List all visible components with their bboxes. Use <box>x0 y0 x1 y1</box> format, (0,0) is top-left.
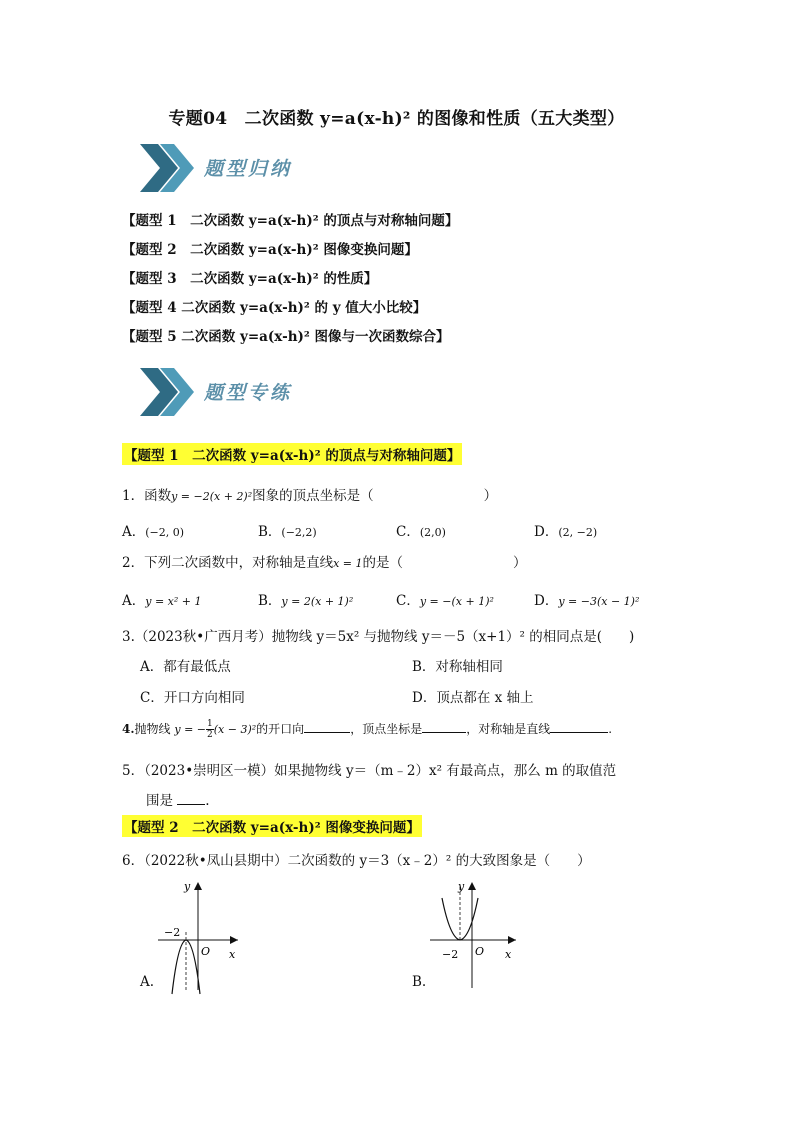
question-text: ，顶点坐标是 <box>350 722 423 736</box>
section-heading-1 <box>122 443 462 465</box>
banner-label: 题型专练 <box>204 382 293 404</box>
toc-item-3: 【题型 3 二次函数 y=a(x-h)² 的性质】 <box>122 271 378 287</box>
answer-blank[interactable] <box>304 720 350 733</box>
option-b: B．(−2,2) <box>258 524 317 540</box>
section-heading-2 <box>122 815 422 837</box>
section-banner-summary <box>134 140 354 200</box>
option-a: A．都有最低点 <box>140 659 231 675</box>
option-b: B．对称轴相同 <box>412 659 503 675</box>
answer-paren: ） <box>513 555 527 571</box>
math-expression: x = 1 <box>333 557 363 570</box>
option-c: C．y = −(x + 1)² <box>396 593 494 609</box>
graph-option-b[interactable] <box>412 876 522 996</box>
graph-a-origin-label: O <box>201 945 211 958</box>
question-5-line-1: 5．（2023•崇明区一模）如果抛物线 y＝（m﹣2）x² 有最高点，那么 m 的取值范 <box>122 763 617 779</box>
graph-b-origin-label: O <box>475 945 485 958</box>
graph-a-y-label: y <box>184 880 191 893</box>
question-6: 6．（2022秋•凤山县期中）二次函数的 y＝3（x﹣2）² 的大致图象是（ ） <box>122 853 591 869</box>
question-number: 2． <box>122 555 145 571</box>
option-a: A．y = x² + 1 <box>122 593 202 609</box>
toc-item-4: 【题型 4 二次函数 y=a(x-h)² 的 y 值大小比较】 <box>122 300 427 316</box>
graph-b-y-label: y <box>458 880 465 893</box>
question-text: 抛物线 <box>134 722 171 736</box>
section-heading-prefix: 【题型 1 二次函数 <box>124 448 251 464</box>
option-d: D．(2, −2) <box>534 524 598 540</box>
answer-blank[interactable] <box>550 720 608 733</box>
question-text: 图象的顶点坐标是（ <box>252 488 374 504</box>
graph-b-tick-label: −2 <box>442 948 459 961</box>
question-text: ，对称轴是直线 <box>466 722 551 736</box>
math-expression: y = − <box>174 723 207 736</box>
question-number: 1． <box>122 488 145 504</box>
question-text: 的开口向 <box>256 722 305 736</box>
toc-item-1: 【题型 1 二次函数 y=a(x-h)² 的顶点与对称轴问题】 <box>122 213 459 229</box>
question-2 <box>122 551 527 571</box>
question-4: 4.抛物线 y = − $\frac{1}{2}$ (x − 3)²的开口向 ，顶点坐标是 ，对称轴是直线 . <box>122 719 613 740</box>
graph-a-tick-label: −2 <box>164 926 181 939</box>
question-text: 函数 <box>144 488 172 504</box>
option-a: A．(−2, 0) <box>122 524 185 540</box>
answer-blank[interactable] <box>177 792 205 805</box>
graph-a-x-label: x <box>229 948 236 961</box>
toc-item-2: 【题型 2 二次函数 y=a(x-h)² 图像变换问题】 <box>122 242 418 258</box>
double-chevron-icon <box>134 140 198 196</box>
section-heading-highlight: y=a(x-h)² 的顶点与对称轴问题】 <box>250 448 461 464</box>
question-text: 的是（ <box>362 555 404 571</box>
graph-a-label: A. <box>140 974 155 990</box>
section-banner-practice <box>134 364 354 424</box>
option-c: C．开口方向相同 <box>140 690 245 706</box>
section-heading-highlight: y=a(x-h)² 图像变换问题】 <box>250 820 420 836</box>
option-b: B．y = 2(x + 1)² <box>258 593 354 609</box>
section-heading-prefix: 【题型 2 二次函数 <box>124 820 251 836</box>
page-title: 专题04 二次函数 y=a(x-h)² 的图像和性质（五大类型） <box>168 109 625 129</box>
fraction: $\frac{1}{2}$ <box>207 719 213 740</box>
question-3: 3.（2023秋•广西月考）抛物线 y＝5x² 与抛物线 y＝－5（x+1）² 的相同点是( ) <box>122 629 635 645</box>
double-chevron-icon <box>134 364 198 420</box>
math-expression: y = −2(x + 2)² <box>171 490 253 503</box>
option-c: C．(2,0) <box>396 524 446 540</box>
banner-label: 题型归纳 <box>204 158 293 180</box>
question-1 <box>122 484 497 504</box>
toc-item-5: 【题型 5 二次函数 y=a(x-h)² 图像与一次函数综合】 <box>122 329 450 345</box>
question-text: 下列二次函数中，对称轴是直线 <box>144 555 334 571</box>
question-number: 4. <box>122 722 135 736</box>
graph-b-x-label: x <box>505 948 512 961</box>
answer-blank[interactable] <box>422 720 466 733</box>
answer-paren: ） <box>483 488 498 504</box>
graph-b-label: B. <box>412 974 427 990</box>
question-5-line-2: 围是 . <box>146 793 210 809</box>
option-d: D．顶点都在 x 轴上 <box>412 690 534 706</box>
math-expression: (x − 3)² <box>213 723 257 736</box>
graph-option-a[interactable] <box>140 876 250 996</box>
option-d: D．y = −3(x − 1)² <box>534 593 640 609</box>
